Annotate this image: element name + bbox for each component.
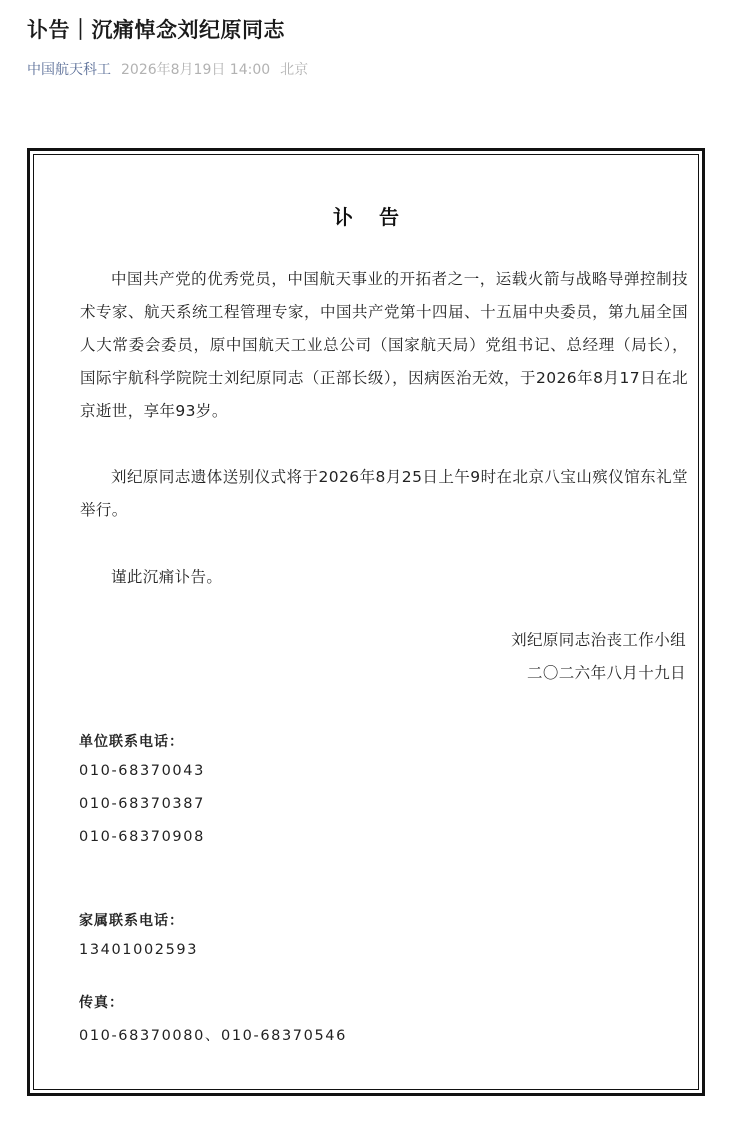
family-phone-label: 家属联系电话： bbox=[79, 913, 184, 929]
family-phone[interactable]: 13401002593 bbox=[79, 942, 199, 958]
unit-phone-label: 单位联系电话： bbox=[79, 734, 184, 750]
article-meta bbox=[27, 59, 308, 79]
obituary-frame bbox=[27, 148, 705, 1096]
unit-phone[interactable]: 010-68370908 bbox=[79, 829, 205, 845]
unit-phone[interactable]: 010-68370387 bbox=[79, 796, 205, 812]
unit-phone[interactable]: 010-68370043 bbox=[79, 763, 205, 779]
fax-label: 传真： bbox=[79, 995, 124, 1011]
signature-date: 二〇二六年八月十九日 bbox=[526, 664, 686, 682]
signature-org: 刘纪原同志治丧工作小组 bbox=[511, 631, 686, 649]
notice-title: 讣告 bbox=[333, 205, 425, 229]
article-title: 讣告｜沉痛悼念刘纪原同志 bbox=[27, 18, 285, 42]
fax-number[interactable]: 010-68370080、010-68370546 bbox=[79, 1028, 347, 1044]
source-link[interactable]: 中国航天科工 bbox=[27, 62, 111, 78]
publish-time: 2026年8月19日 14:00 bbox=[121, 62, 271, 78]
obituary-inner-frame bbox=[33, 154, 699, 1090]
notice-paragraph-main: 中国共产党的优秀党员，中国航天事业的开拓者之一，运载火箭与战略导弹控制技术专家、航天系统工程管理专家，中国共产党第十四届、十五届中央委员，第九届全国人大常委会委员，原中国航天工业总公司（国家航天局）党组书记、总经理（局长），国际宇航科学院院士刘纪原同志（正部长级），因病医治无效，于2026年8月17日在北京逝世，享年93岁。 bbox=[80, 270, 688, 420]
publish-location: 北京 bbox=[280, 62, 309, 78]
notice-paragraph-ceremony: 刘纪原同志遗体送别仪式将于2026年8月25日上午9时在北京八宝山殡仪馆东礼堂举行。 bbox=[80, 468, 688, 519]
notice-paragraph-closing: 谨此沉痛讣告。 bbox=[111, 568, 223, 586]
